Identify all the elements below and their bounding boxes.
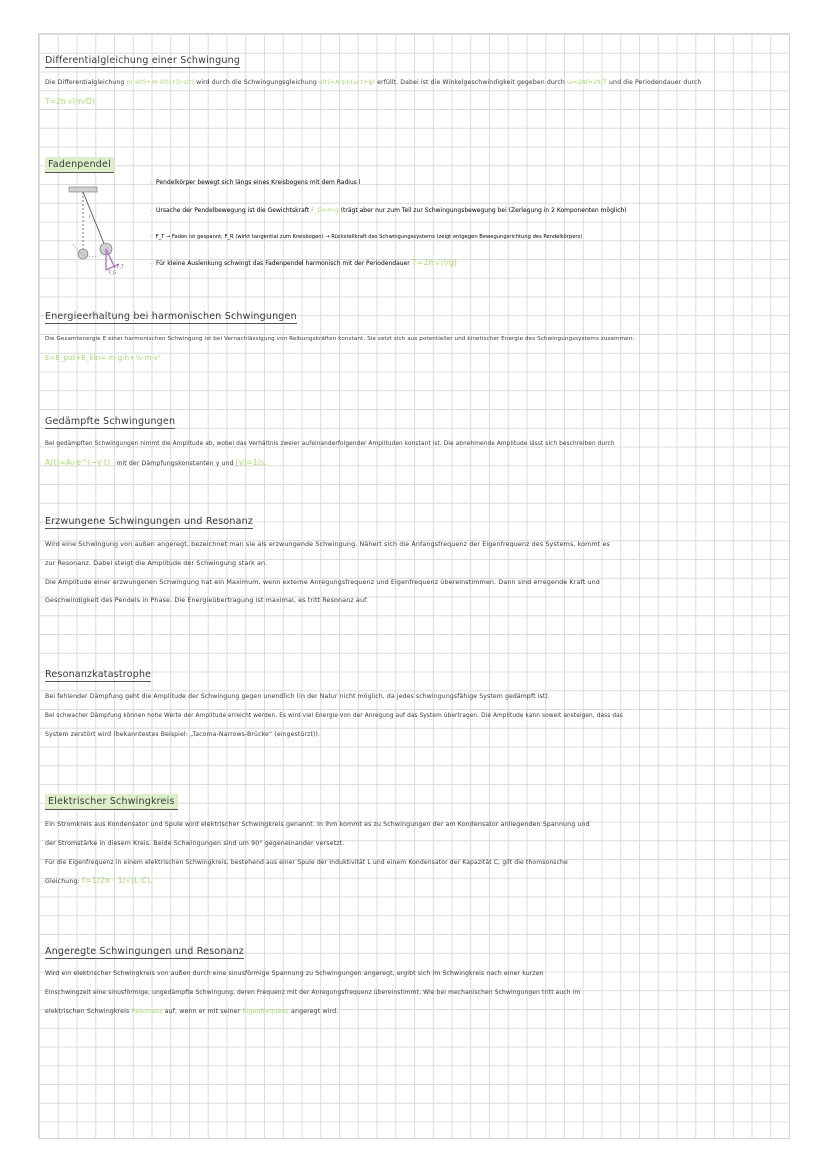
gedaempft-line1: Bei gedämpften Schwingungen nimmt die Amplitude ab, wobei das Verhältnis zweier aufeinanderfolgender Amplituden konstant ist. Die abnehmende Amplitude lässt sich beschreiben durch xyxy=(45,441,615,447)
katastrophe-line2: Bei schwacher Dämpfung können hohe Werte der Amplitude erreicht werden. Es wird viel Energie von der Anregung auf das System übertragen. Die Amplitude kann soweit ansteigen, dass das xyxy=(45,712,623,719)
elektrisch-line3: Für die Eigenfrequenz in einem elektrischen Schwingkreis, bestehend aus einer Spule der Induktivität L und einem Kondensator der Kapazität C, gilt die thomsonsche xyxy=(45,858,568,866)
erzwungen-line1: Wird eine Schwingung von außen angeregt, bezeichnet man sie als erzwungende Schwingung. Nähert sich die Anfangsfrequenz der Eigenfrequenz des Systems, kommt es xyxy=(45,540,610,548)
section-gedaempft xyxy=(45,409,783,474)
energie-formula: E=E_pot+E_kin= m·g·h+½·m·v². xyxy=(45,353,164,362)
heading-gedaempft: Gedämpfte Schwingungen xyxy=(45,416,176,427)
heading-katastrophe: Resonanzkatastrophe xyxy=(45,669,152,680)
angeregt-line3 xyxy=(45,1003,783,1022)
diff-line2 xyxy=(45,93,783,113)
gedaempft-formula-gamma: [γ]=1/s. xyxy=(235,457,267,467)
faden-bullet-3: – F_T → Faden ist gespannt, F_R (wirkt tangential zum Kreisbogen) → Rückstellkraft des Schwingungssystems (zeigt entgegen Bewegungsrichtung des Pendelkörpers) xyxy=(149,234,583,240)
heading-erzwungen: Erzwungene Schwingungen und Resonanz xyxy=(45,516,254,527)
label-fg: F_G xyxy=(109,270,117,275)
energie-line1: Die Gesamtenergie E einer harmonischen Schwingung ist bei Vernachlässigung von Reibungskräften konstant. Sie setzt sich aus potentieller und kinetischer Energie des Schwingungssystems zusammen: xyxy=(45,336,635,342)
erzwungen-line2: zur Resonanz. Dabei steigt die Amplitude der Schwingung stark an. xyxy=(45,558,268,567)
heading-differential: Differentialgleichung einer Schwingung xyxy=(45,55,241,66)
diff-formula-period: T=2π·√(m/D) xyxy=(45,96,95,106)
energie-line2 xyxy=(45,349,783,369)
heading-fadenpendel: Fadenpendel xyxy=(45,157,114,173)
angeregt-resonanz: Resonanz xyxy=(131,1007,163,1015)
label-l: l xyxy=(89,214,91,219)
heading-angeregt: Angeregte Schwingungen und Resonanz xyxy=(45,946,244,957)
elektrisch-line4 xyxy=(45,872,783,892)
faden-b4-text: Für kleine Auslenkung schwingt das Fadenpendel harmonisch mit der Periodendauer xyxy=(156,260,410,267)
diff-line1-pre: Die Differentialgleichung xyxy=(45,79,125,86)
grid-paper xyxy=(38,33,790,1139)
katastrophe-line3: System zerstört wird (bekanntestes Beispiel: „Tacoma-Narrows-Brücke“ (eingestürzt)). xyxy=(45,730,320,738)
label-ft: F_T xyxy=(117,264,124,269)
faden-b4-formula: T=2π·√(l/g) xyxy=(411,258,458,267)
section-elektrisch xyxy=(45,789,783,892)
gedaempft-line2-mid: mit der Dämpfungskonstanten γ und xyxy=(116,459,234,467)
pendulum-mount xyxy=(69,187,97,192)
angeregt-line3-end: angeregt wird. xyxy=(291,1007,339,1015)
section-katastrophe xyxy=(45,662,783,744)
faden-bullet-4: – Für kleine Auslenkung schwingt das Fadenpendel harmonisch mit der Periodendauer T=2π·√(l/g) xyxy=(149,258,458,267)
faden-b3-text: F_T → Faden ist gespannt, F_R (wirkt tangential zum Kreisbogen) → Rückstellkraft des Schwingungssystems (zeigt entgegen Bewegungsrichtung des Pendelkörpers) xyxy=(155,234,583,240)
elektrisch-gleichung-label: Gleichung: xyxy=(45,878,80,886)
section-angeregt xyxy=(45,939,783,1021)
diff-line1-mid: wird durch die Schwingungsgleichung xyxy=(196,79,317,86)
faden-bullet-1: – Pendelkörper bewegt sich längs eines Kreisbogens mit dem Radius l xyxy=(149,179,361,186)
elektrisch-line1: Ein Stromkreis aus Kondensator und Spule wird elektrischer Schwingkreis genannt. In ihm kommt es zu Schwingungen der am Kondensator anliegenden Spannung und xyxy=(45,821,590,828)
pendulum-string xyxy=(83,192,105,246)
angeregt-line1: Wird ein elektrischer Schwingkreis von außen durch eine sinusförmige Spannung zu Schwingungen angeregt, ergibt sich im Schwingkreis nach einer kurzen xyxy=(45,970,544,977)
diff-formula-schwingung: s(t)=A·sin(ω·t+φ) xyxy=(318,79,376,86)
diff-line1-end: und die Periodendauer durch xyxy=(609,79,702,86)
elektrisch-formula: f=1/2π · 1/√(L·C). xyxy=(81,876,153,886)
heading-energie: Energieerhaltung bei harmonischen Schwingungen xyxy=(45,311,297,322)
katastrophe-line1: Bei fehlender Dämpfung geht die Amplitude der Schwingung gegen unendlich (in der Natur nicht möglich, da jedes schwingungsfähige System gedämpft ist). xyxy=(45,693,550,700)
faden-b2-text: Ursache der Pendelbewegung ist die Gewichtskraft xyxy=(156,207,310,214)
diff-text xyxy=(45,74,783,93)
elektrisch-line2: der Stromstärke in diesem Kreis. Beide Schwingungen sind um 90° gegeneinander versetzt. xyxy=(45,839,345,847)
diff-formula-omega: ω=2πf=2π/T xyxy=(567,79,607,86)
diff-line1-post: erfüllt. Dabei ist die Winkelgeschwindigkeit gegeben durch xyxy=(377,79,565,86)
angeregt-eigenfrequenz: Eigenfrequenz xyxy=(242,1007,289,1015)
erzwungen-line4: Geschwindigkeit des Pendels in Phase. Die Energieübertragung ist maximal, es tritt Resonanz auf. xyxy=(45,596,369,605)
pendulum-diagram xyxy=(59,184,149,276)
angeregt-line3-pre: elektrischen Schwingkreis xyxy=(45,1007,130,1015)
section-differential xyxy=(45,48,783,113)
heading-elektrisch: Elektrischer Schwingkreis xyxy=(45,794,178,810)
faden-bullet-2: – Ursache der Pendelbewegung ist die Gewichtskraft F_G=m·g (trägt aber nur zum Teil zur Schwingungsbewegung bei (Zerlegung in 2 Komponenten möglich) xyxy=(149,207,627,214)
faden-b2-post: (trägt aber nur zum Teil zur Schwingungsbewegung bei (Zerlegung in 2 Komponenten möglich) xyxy=(340,207,627,214)
angeregt-line3-mid: auf, wenn er mit seiner xyxy=(164,1007,241,1015)
erzwungen-line3: Die Amplitude einer erzwungenen Schwingung hat ein Maximum, wenn externe Anregungsfrequenz und Eigenfrequenz übereinstimmen. Dann sind erregende Kraft und xyxy=(45,577,600,586)
faden-b1-text: Pendelkörper bewegt sich längs eines Kreisbogens mit dem Radius l xyxy=(156,179,361,186)
faden-b2-formula: F_G=m·g xyxy=(311,207,339,214)
diff-formula-dgl: m·a(t)+m·ẍ(t)+D·s(t) xyxy=(126,79,195,86)
gedaempft-formula-a: A(t)=A₀·e^(−γ·t) xyxy=(45,457,111,467)
pendulum-rest-bob xyxy=(78,249,88,259)
angeregt-line2: Einschwingzeit eine sinusförmige, ungedämpfte Schwingung, deren Frequenz mit der Anregungsfrequenz übereinstimmt. Wie bei mechanischen Schwingungen tritt auch im xyxy=(45,988,581,996)
gedaempft-line2 xyxy=(45,454,783,474)
section-erzwungen xyxy=(45,509,783,610)
section-fadenpendel xyxy=(45,152,783,173)
section-energie xyxy=(45,304,783,369)
